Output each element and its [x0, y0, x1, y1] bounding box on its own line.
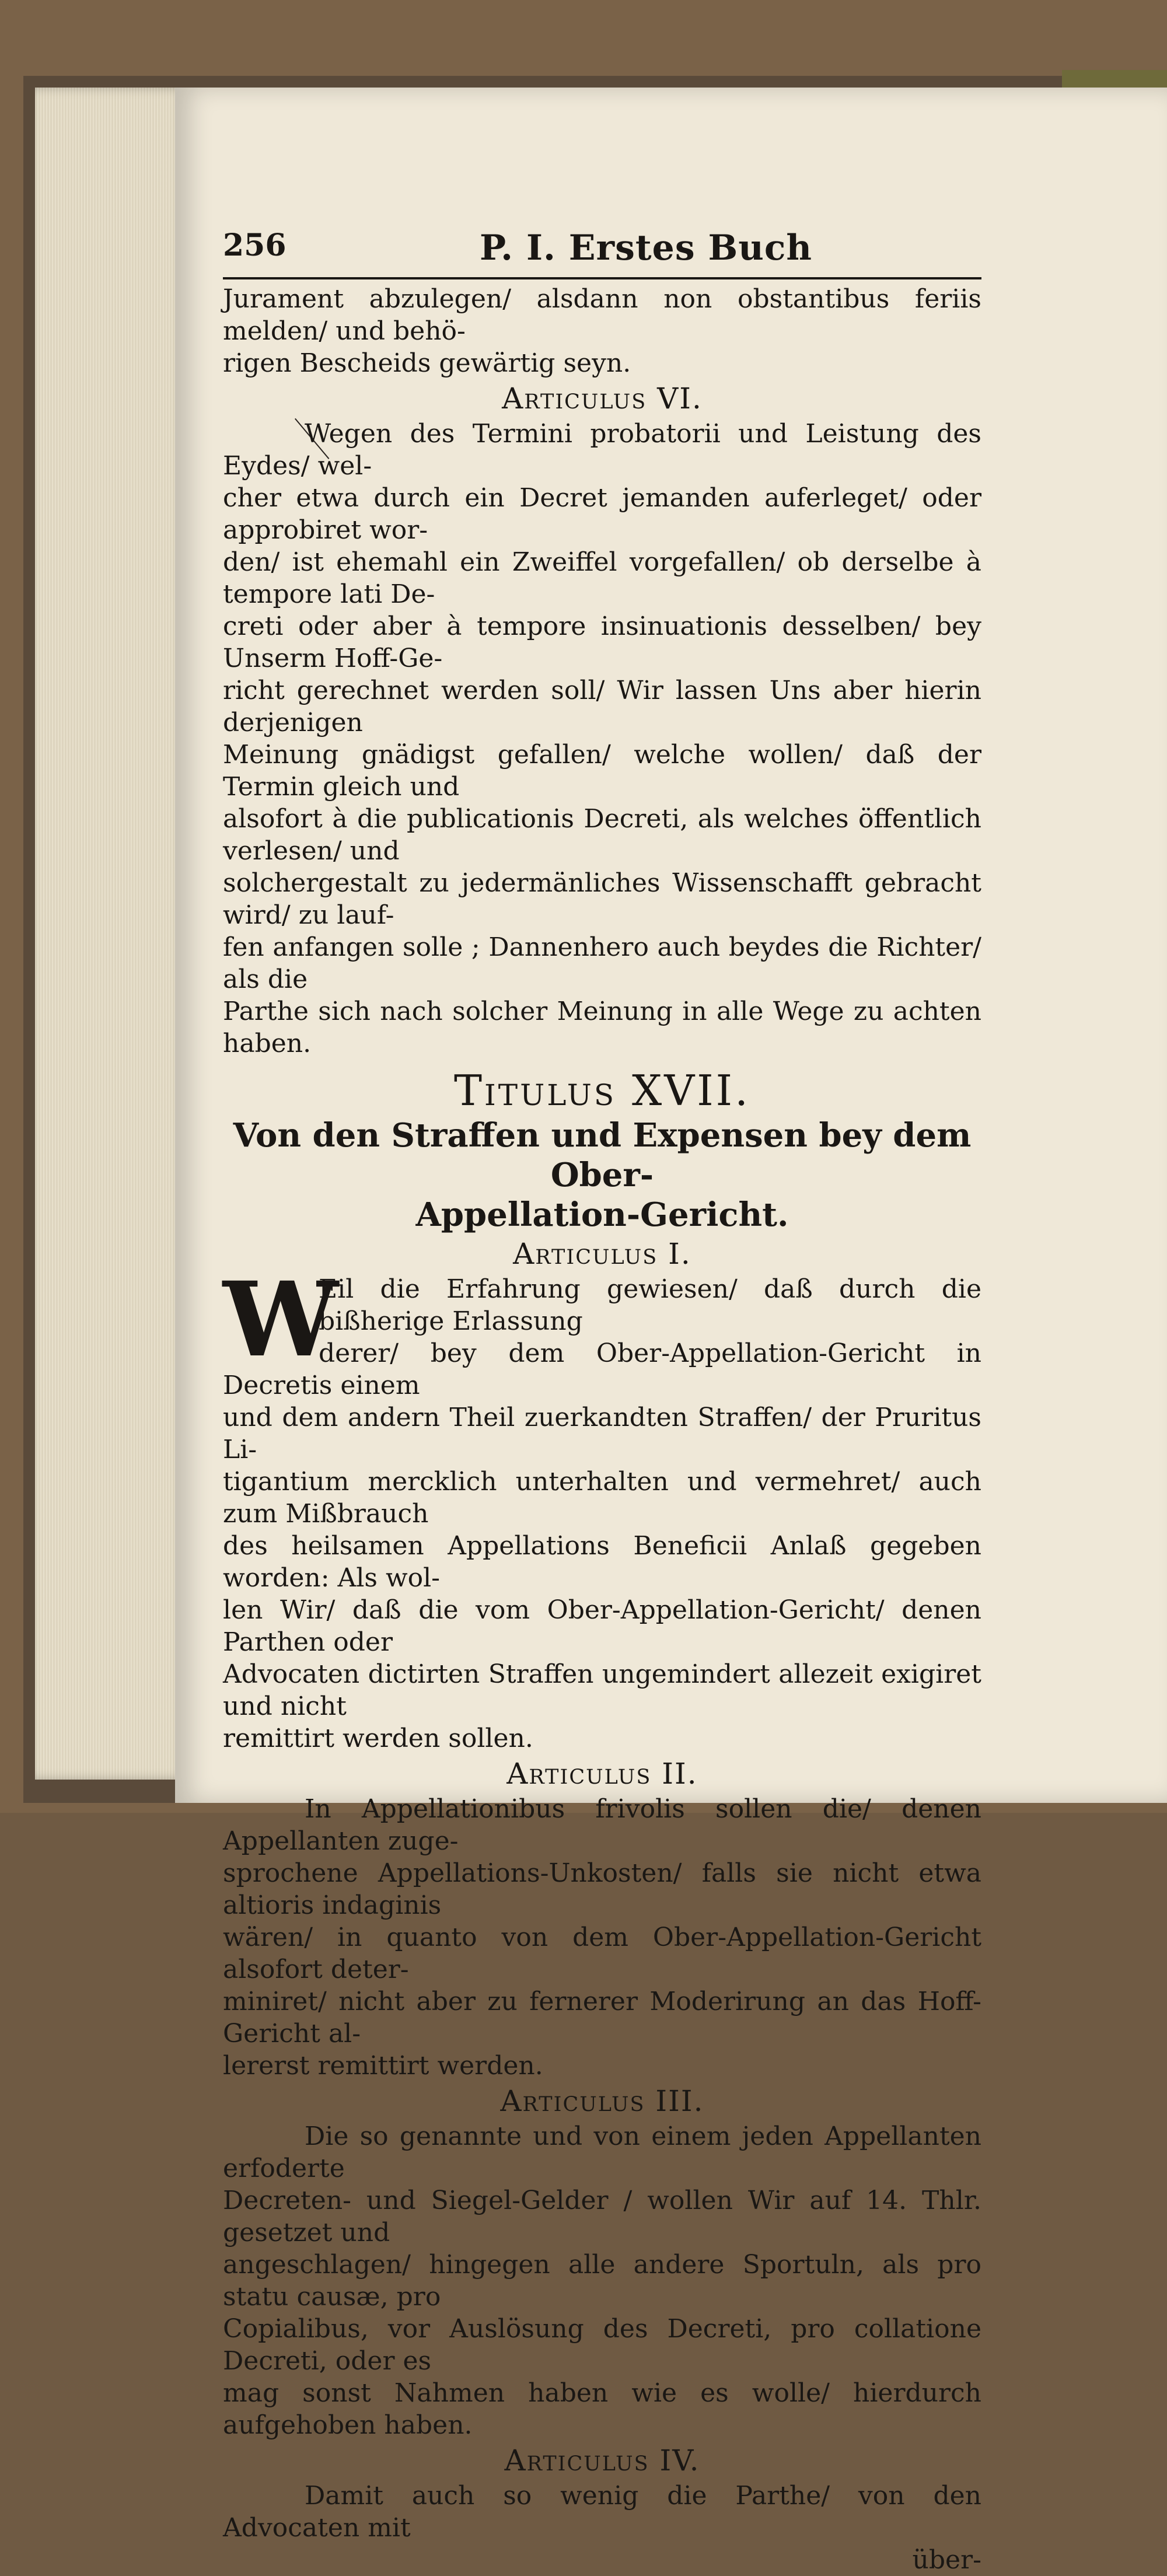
text-line: Meinung gnädigst gefallen/ welche wollen/ daß der Termin gleich und [223, 740, 981, 802]
text-line: richt gerechnet werden soll/ Wir lassen Uns aber hierin derjenigen [223, 676, 981, 738]
text-line: miniret/ nicht aber zu fernerer Moderirung an das Hoff-Gericht al- [223, 1987, 981, 2049]
title-line: Von den Straffen und Expensen bey dem Ober- [233, 1116, 972, 1194]
text-line: Die so genannte und von einem jeden Appellanten erfoderte [223, 2121, 981, 2183]
text-line: Parthe sich nach solcher Meinung in alle Wege zu achten haben. [223, 997, 981, 1058]
text-line: fen anfangen solle ; Dannenhero auch beydes die Richter/ als die [223, 932, 981, 994]
article-heading: Articulus I. [513, 1237, 691, 1271]
text-line: In Appellationibus frivolis sollen die/ denen Appellanten zuge- [223, 1794, 981, 1856]
text-line: und dem andern Theil zuerkandten Straffen/ der Pruritus Li- [223, 1403, 981, 1464]
catchword: über- [912, 2545, 981, 2575]
page-edges [35, 88, 187, 1780]
text-line: rigen Bescheids gewärtig seyn. [223, 348, 631, 378]
article-heading: Articulus IV. [504, 2444, 700, 2477]
text-line: tigantium mercklich unterhalten und vermehret/ auch zum Mißbrauch [223, 1467, 981, 1529]
header-rule [223, 277, 981, 279]
text-line: wären/ in quanto von dem Ober-Appellation-Gericht alsofort deter- [223, 1923, 981, 1984]
text-line: Eil die Erfahrung gewiesen/ daß durch die bißherige Erlassung [319, 1274, 981, 1336]
text-line: remittirt werden sollen. [223, 1724, 533, 1753]
text-line: creti oder aber à tempore insinuationis desselben/ bey Unserm Hoff-Ge- [223, 611, 981, 673]
text-line: Copialibus, vor Auslösung des Decreti, pro collatione Decreti, oder es [223, 2314, 981, 2376]
text-line: Wegen des Termini probatorii und Leistung des Eydes/ wel- [223, 419, 981, 481]
text-line: derer/ bey dem Ober-Appellation-Gericht in Decretis einem [223, 1338, 981, 1400]
text-line: Jurament abzulegen/ alsdann non obstantibus feriis melden/ und behö- [223, 284, 981, 346]
text-line: solchergestalt zu jedermänliches Wissenschafft gebracht wird/ zu lauf- [223, 868, 981, 930]
article-heading: Articulus VI. [502, 382, 703, 415]
text-line: Damit auch so wenig die Parthe/ von den Advocaten mit [223, 2481, 981, 2543]
text-line: mag sonst Nahmen haben wie es wolle/ hierdurch aufgehoben haben. [223, 2378, 981, 2440]
text-body [223, 283, 981, 2576]
text-line: des heilsamen Appellations Beneficii Anlaß gegeben worden: Als wol- [223, 1531, 981, 1593]
text-line: lererst remittirt werden. [223, 2051, 543, 2081]
drop-cap: W [223, 1259, 338, 1380]
text-line: Advocaten dictirten Straffen ungemindert allezeit exigiret und nicht [223, 1659, 981, 1721]
article-heading: Articulus III. [500, 2084, 704, 2118]
article-heading: Articulus II. [506, 1757, 698, 1791]
text-line: alsofort à die publicationis Decreti, als welches öffentlich verlesen/ und [223, 804, 981, 866]
text-line: sprochene Appellations-Unkosten/ falls sie nicht etwa altioris indaginis [223, 1858, 981, 1920]
text-line: cher etwa durch ein Decret jemanden auferleget/ oder approbiret wor- [223, 483, 981, 545]
running-head: P. I. Erstes Buch [480, 228, 812, 268]
text-line: den/ ist ehemahl ein Zweiffel vorgefallen/ ob derselbe à tempore lati De- [223, 547, 981, 609]
titulus-heading: Titulus XVII. [453, 1066, 751, 1115]
article-paragraph [223, 1259, 981, 1530]
text-line: Decreten- und Siegel-Gelder / wollen Wir auf 14. Thlr. gesetzet und [223, 2186, 981, 2248]
title-line: Appellation-Gericht. [415, 1196, 789, 1234]
page-number: 256 [223, 228, 286, 263]
text-line: angeschlagen/ hingegen alle andere Sportuln, als pro statu causæ, pro [223, 2250, 981, 2312]
text-line: len Wir/ daß die vom Ober-Appellation-Gericht/ denen Parthen oder [223, 1595, 981, 1657]
